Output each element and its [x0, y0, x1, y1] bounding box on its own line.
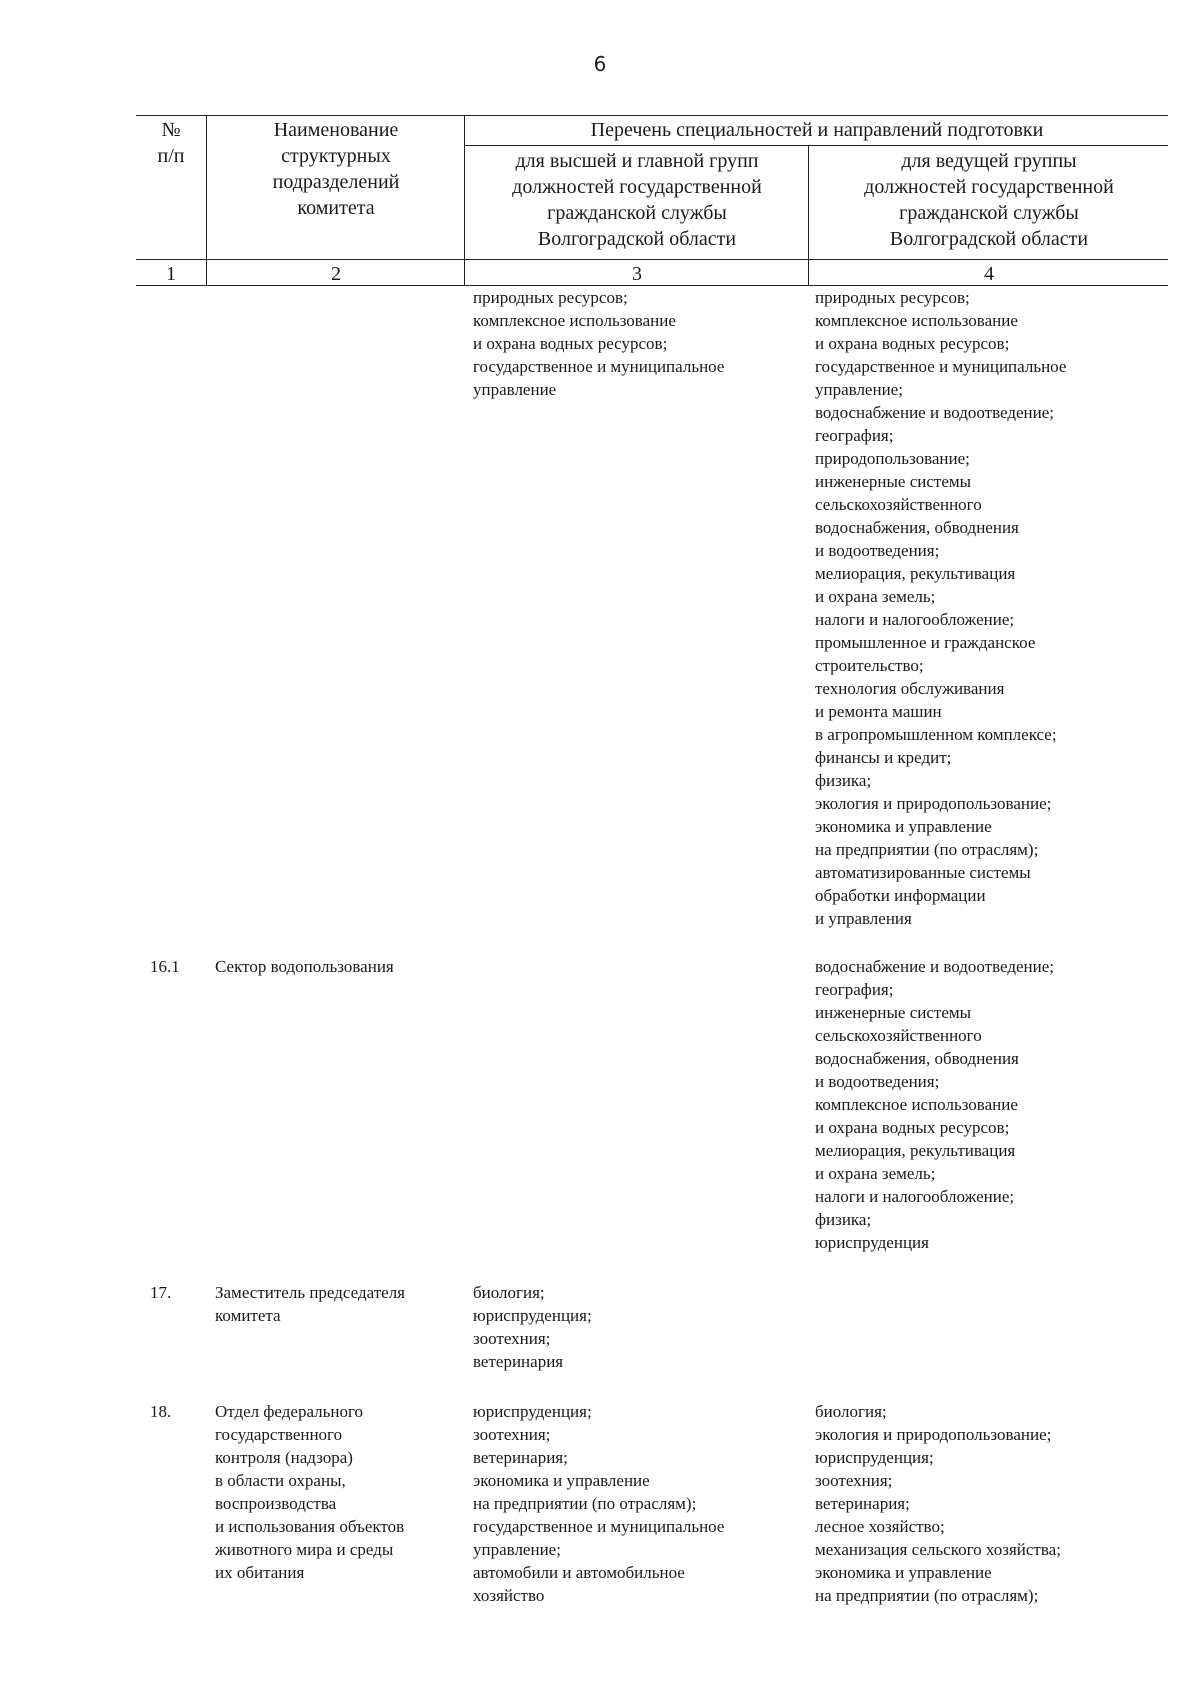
row-number-17: 17. [150, 1283, 172, 1302]
column-number-3: 3 [632, 263, 642, 285]
row-number-16-1: 16.1 [150, 957, 180, 976]
header-divider-2 [464, 115, 465, 285]
row-18-leading: биология; экология и природопользование; юриспруденция; зоотехния; ветеринария; лесное хозяйство; механизация сельского хозяйства; экономика и управление на предприятии (по отраслям); [815, 1402, 1061, 1605]
row-17-name: Заместитель председателя комитета [215, 1283, 405, 1325]
row-17-higher: биология; юриспруденция; зоотехния; ветеринария [473, 1283, 592, 1371]
header-divider-1 [206, 115, 207, 285]
row-16-1-leading: водоснабжение и водоотведение; география; инженерные системы сельскохозяйственного водоснабжения, обводнения и водоотведения; комплексное использование и охрана водных ресурсов; мелиорация, рекультивация и охрана земель; налоги и налогообложение; физика; юриспруденция [815, 957, 1054, 1252]
header-top-rule [136, 115, 1168, 116]
column-number-2: 2 [331, 263, 341, 285]
header-bottom-rule [136, 259, 1168, 260]
column-number-1: 1 [166, 263, 176, 285]
header-col-leading: для ведущей группы должностей государственной гражданской службы Волгоградской области [864, 150, 1114, 250]
column-number-4: 4 [984, 263, 994, 285]
header-sub-rule [464, 145, 1168, 146]
row-number-18: 18. [150, 1402, 172, 1421]
row-18-higher: юриспруденция; зоотехния; ветеринария; экономика и управление на предприятии (по отраслям); государственное и муниципальное управление; автомобили и автомобильное хозяйство [473, 1402, 725, 1605]
row-18-name: Отдел федерального государственного контроля (надзора) в области охраны, воспроизводства и использования объектов животного мира и среды их обитания [215, 1402, 405, 1582]
header-list-title: Перечень специальностей и направлений подготовки [590, 119, 1044, 141]
row-16-1-name: Сектор водопользования [215, 957, 394, 976]
header-col-higher: для высшей и главной групп должностей государственной гражданской службы Волгоградской области [512, 150, 762, 250]
header-col-number: № п/п [157, 119, 185, 167]
row-continuation-higher: природных ресурсов; комплексное использование и охрана водных ресурсов; государственное и муниципальное управление [473, 288, 725, 399]
page-number: 6 [593, 52, 607, 76]
header-divider-3 [808, 145, 809, 285]
header-col-name: Наименование структурных подразделений комитета [272, 119, 400, 219]
row-continuation-leading: природных ресурсов; комплексное использование и охрана водных ресурсов; государственное и муниципальное управление; водоснабжение и водоотведение; география; природопользование; инженерные системы сельскохозяйственного водоснабжения, обводнения и водоотведения; мелиорация, рекультивация и охрана земель; налоги и налогообложение; промышленное и гражданское строительство; технология обслуживания и ремонта машин в агропромышленном комплексе; финансы и кредит; физика; экология и природопользование; экономика и управление на предприятии (по отраслям); автоматизированные системы обработки информации и управления [815, 288, 1067, 928]
